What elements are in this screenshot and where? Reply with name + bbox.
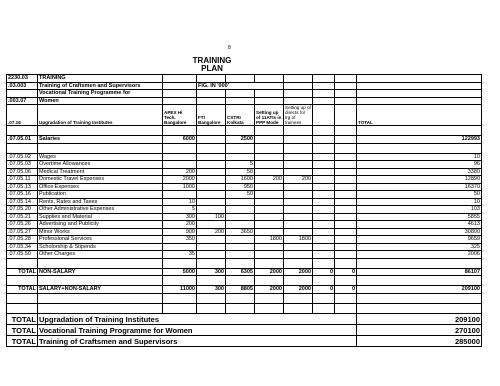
row-c7 <box>335 191 357 199</box>
row-c7 <box>335 213 357 221</box>
row-fti <box>197 153 226 161</box>
table-row <box>7 153 482 161</box>
row-label: Domestic Travel Expenses <box>38 176 163 184</box>
row-cstri <box>226 221 255 229</box>
row-code: .07.05.03 <box>7 161 38 169</box>
upg-label: Upgradation of Training Institutes <box>38 105 163 126</box>
row-apex: 200 <box>163 168 197 176</box>
row-directs <box>284 213 313 221</box>
salary-plus-c7: 0 <box>335 286 357 294</box>
col-header-apex: APEX Hi Tech. Bangalore <box>163 105 197 126</box>
row-c7 <box>335 168 357 176</box>
row-c7 <box>335 153 357 161</box>
row-c6 <box>313 206 335 214</box>
row-cstri: 950 <box>226 183 255 191</box>
row-fti <box>197 176 226 184</box>
head-label: TRAINING <box>38 75 163 83</box>
row-fti <box>197 191 226 199</box>
summary-label: Vocational Training Programme for Women <box>38 324 357 335</box>
row-c7 <box>335 198 357 206</box>
salaries-total: 122993 <box>357 136 482 144</box>
row-cstri <box>226 236 255 244</box>
table-row <box>7 191 482 199</box>
non-salary-total: 86107 <box>357 268 482 276</box>
row-total: 16370 <box>357 183 482 191</box>
row-label: Minor Works <box>38 228 163 236</box>
row-directs <box>284 243 313 251</box>
row-cstri <box>226 251 255 259</box>
upg-code: .07.16 <box>7 105 38 126</box>
row-apex: 300 <box>163 213 197 221</box>
col-header-directs: Setting up of directs for trg of trainees. <box>285 105 311 125</box>
row-apex: 350 <box>163 236 197 244</box>
row-label: Supplies and Material <box>38 213 163 221</box>
table-row <box>7 221 482 229</box>
row-directs <box>284 206 313 214</box>
salaries-label: Salaries <box>38 136 163 144</box>
row-code: .07.05.06 <box>7 168 38 176</box>
row-code: .07.05.02 <box>7 153 38 161</box>
row-c7 <box>335 236 357 244</box>
row-c6 <box>313 161 335 169</box>
row-c7 <box>335 161 357 169</box>
row-code: .07.05.16 <box>7 191 38 199</box>
head-row <box>7 75 482 83</box>
row-atis <box>255 221 284 229</box>
sub-head-row <box>7 82 482 90</box>
summary-label: Training of Craftsmen and Supervisors <box>38 335 357 346</box>
row-atis <box>255 228 284 236</box>
table-row <box>7 198 482 206</box>
table-row <box>7 168 482 176</box>
row-directs <box>284 153 313 161</box>
row-label: Advertising and Publicity <box>38 221 163 229</box>
women-label: Women <box>38 97 163 105</box>
row-c6 <box>313 213 335 221</box>
table-row <box>7 243 482 251</box>
summary-row-craftsmen <box>7 335 482 346</box>
salaries-row <box>7 136 482 144</box>
row-cstri <box>226 206 255 214</box>
non-salary-row <box>7 268 482 276</box>
row-c7 <box>335 183 357 191</box>
salary-plus-fti: 300 <box>197 286 226 294</box>
row-fti <box>197 198 226 206</box>
row-apex: 5 <box>163 206 197 214</box>
table-row <box>7 176 482 184</box>
row-cstri: 1600 <box>226 176 255 184</box>
vtp-label: Vocational Training Programme for <box>38 90 163 98</box>
row-directs <box>284 221 313 229</box>
row-label: Overtime Allowances <box>38 161 163 169</box>
summary-code: TOTAL <box>7 313 38 324</box>
summary-row-upgradation <box>7 313 482 324</box>
row-code: .07.05.27 <box>7 228 38 236</box>
row-apex: 1000 <box>163 183 197 191</box>
row-label: Other Charges <box>38 251 163 259</box>
row-apex: 10 <box>163 198 197 206</box>
summary-total: 270100 <box>357 324 482 335</box>
row-c6 <box>313 236 335 244</box>
row-apex: 35 <box>163 251 197 259</box>
row-c6 <box>313 228 335 236</box>
row-apex: 2000 <box>163 176 197 184</box>
summary-total: 285000 <box>357 335 482 346</box>
table-row <box>7 206 482 214</box>
row-fti: 200 <box>197 228 226 236</box>
summary-label: Upgradation of Training Institutes <box>38 313 357 324</box>
row-total: 103 <box>357 206 482 214</box>
row-c6 <box>313 243 335 251</box>
table-row <box>7 183 482 191</box>
sub-label: Training of Craftsmen and Supervisors <box>38 82 163 90</box>
row-total: 10 <box>357 153 482 161</box>
salaries-cstri: 2500 <box>226 136 255 144</box>
row-fti <box>197 251 226 259</box>
table-row <box>7 251 482 259</box>
row-label: Publication <box>38 191 163 199</box>
row-total: 50 <box>357 191 482 199</box>
row-atis <box>255 251 284 259</box>
row-label: Other Administrative Expenses <box>38 206 163 214</box>
row-c7 <box>335 228 357 236</box>
row-fti <box>197 206 226 214</box>
row-cstri <box>226 153 255 161</box>
table-row <box>7 161 482 169</box>
salaries-code: .07.05.01 <box>7 136 38 144</box>
col-header-cstri: CSTRI Kolkata <box>226 105 255 126</box>
title-line-1: TRAINING <box>192 56 232 65</box>
row-cstri: 50 <box>226 168 255 176</box>
row-directs <box>284 183 313 191</box>
salary-plus-c6: 0 <box>313 286 335 294</box>
row-directs: 200 <box>284 176 313 184</box>
salary-plus-total: 209100 <box>357 286 482 294</box>
row-label: Medical Treatment <box>38 168 163 176</box>
page-number: 8 <box>228 45 231 51</box>
salaries-apex: 6000 <box>163 136 197 144</box>
row-directs <box>284 228 313 236</box>
row-c6 <box>313 191 335 199</box>
row-total: 5855 <box>357 213 482 221</box>
row-cstri <box>226 243 255 251</box>
non-salary-label: NON-SALARY <box>38 268 163 276</box>
row-atis <box>255 183 284 191</box>
row-atis: 1800 <box>255 236 284 244</box>
row-atis <box>255 243 284 251</box>
row-apex <box>163 191 197 199</box>
row-atis <box>255 198 284 206</box>
col-header-total: TOTAL <box>357 105 482 126</box>
salary-plus-row <box>7 286 482 294</box>
row-fti: 100 <box>197 213 226 221</box>
row-directs <box>284 251 313 259</box>
row-code: .07.05.11 <box>7 176 38 184</box>
row-fti <box>197 161 226 169</box>
salary-plus-apex: 11000 <box>163 286 197 294</box>
row-c6 <box>313 153 335 161</box>
summary-row-vtp-women <box>7 324 482 335</box>
row-code: .07.05.34 <box>7 243 38 251</box>
title-line-2: PLAN <box>201 64 223 73</box>
summary-code: TOTAL <box>7 324 38 335</box>
row-cstri: 3650 <box>226 228 255 236</box>
row-fti <box>197 236 226 244</box>
row-cstri <box>226 213 255 221</box>
row-cstri: 50 <box>226 191 255 199</box>
women-row <box>7 97 482 105</box>
row-label: Office Expenses <box>38 183 163 191</box>
non-salary-fti: 300 <box>197 268 226 276</box>
non-salary-code: TOTAL <box>7 268 38 276</box>
table-row <box>7 213 482 221</box>
row-apex <box>163 153 197 161</box>
row-total: 2006 <box>357 251 482 259</box>
row-c7 <box>335 206 357 214</box>
row-total: 30800 <box>357 228 482 236</box>
row-total: 9659 <box>357 236 482 244</box>
salary-plus-atis: 2000 <box>255 286 284 294</box>
row-atis <box>255 213 284 221</box>
column-header-row <box>7 105 482 126</box>
row-atis <box>255 168 284 176</box>
row-total: 10 <box>357 198 482 206</box>
row-fti <box>197 221 226 229</box>
row-c6 <box>313 168 335 176</box>
row-directs <box>284 161 313 169</box>
salary-plus-label: SALARY+NON-SALARY <box>38 286 163 294</box>
row-directs <box>284 191 313 199</box>
fig-label: FIG. IN '000' <box>197 82 284 90</box>
row-apex: 200 <box>163 221 197 229</box>
row-apex: 900 <box>163 228 197 236</box>
summary-total: 209100 <box>357 313 482 324</box>
row-total: 96 <box>357 161 482 169</box>
salary-plus-directs: 2000 <box>284 286 313 294</box>
summary-code: TOTAL <box>7 335 38 346</box>
row-atis <box>255 161 284 169</box>
table-row <box>7 236 482 244</box>
row-code: .07.05.26 <box>7 221 38 229</box>
row-code: .07.05.21 <box>7 213 38 221</box>
row-apex <box>163 161 197 169</box>
non-salary-c7: 0 <box>335 268 357 276</box>
row-label: Wages <box>38 153 163 161</box>
salary-plus-cstri: 8805 <box>226 286 255 294</box>
row-code: .07.05.20 <box>7 206 38 214</box>
row-apex <box>163 243 197 251</box>
row-code: .07.05.14 <box>7 198 38 206</box>
row-c7 <box>335 251 357 259</box>
col-header-atis: Setting up of 11ATIs in PPP Mode <box>255 105 284 126</box>
table-row <box>7 228 482 236</box>
row-directs: 1800 <box>284 236 313 244</box>
row-directs <box>284 168 313 176</box>
row-code: .07.05.28 <box>7 236 38 244</box>
row-c6 <box>313 251 335 259</box>
sub-code: .03.003 <box>7 82 38 90</box>
row-atis <box>255 191 284 199</box>
row-cstri <box>226 198 255 206</box>
row-label: Scholorship & Stipends <box>38 243 163 251</box>
row-atis: 200 <box>255 176 284 184</box>
row-code: .07.05.50 <box>7 251 38 259</box>
row-atis <box>255 206 284 214</box>
non-salary-cstri: 6305 <box>226 268 255 276</box>
salary-plus-code: TOTAL <box>7 286 38 294</box>
row-code: .07.05.13 <box>7 183 38 191</box>
row-fti <box>197 243 226 251</box>
non-salary-apex: 5000 <box>163 268 197 276</box>
row-total: 325 <box>357 243 482 251</box>
vtp-row <box>7 90 482 98</box>
row-c7 <box>335 221 357 229</box>
non-salary-atis: 2000 <box>255 268 284 276</box>
head-code: 2230.03 <box>7 75 38 83</box>
row-c6 <box>313 176 335 184</box>
row-c6 <box>313 221 335 229</box>
non-salary-c6: 0 <box>313 268 335 276</box>
row-atis <box>255 153 284 161</box>
row-total: 12890 <box>357 176 482 184</box>
women-code: .003.07 <box>7 97 38 105</box>
row-directs <box>284 198 313 206</box>
col-header-fti: FTI Bangalore <box>197 105 226 126</box>
row-fti <box>197 168 226 176</box>
row-cstri: 5 <box>226 161 255 169</box>
row-c7 <box>335 243 357 251</box>
row-label: Rents, Rates and Taxes <box>38 198 163 206</box>
row-c6 <box>313 198 335 206</box>
row-fti <box>197 183 226 191</box>
non-salary-directs: 2000 <box>284 268 313 276</box>
row-label: Professional Services <box>38 236 163 244</box>
row-c6 <box>313 183 335 191</box>
row-c7 <box>335 176 357 184</box>
row-total: 3380 <box>357 168 482 176</box>
budget-table <box>6 74 482 347</box>
row-total: 4613 <box>357 221 482 229</box>
